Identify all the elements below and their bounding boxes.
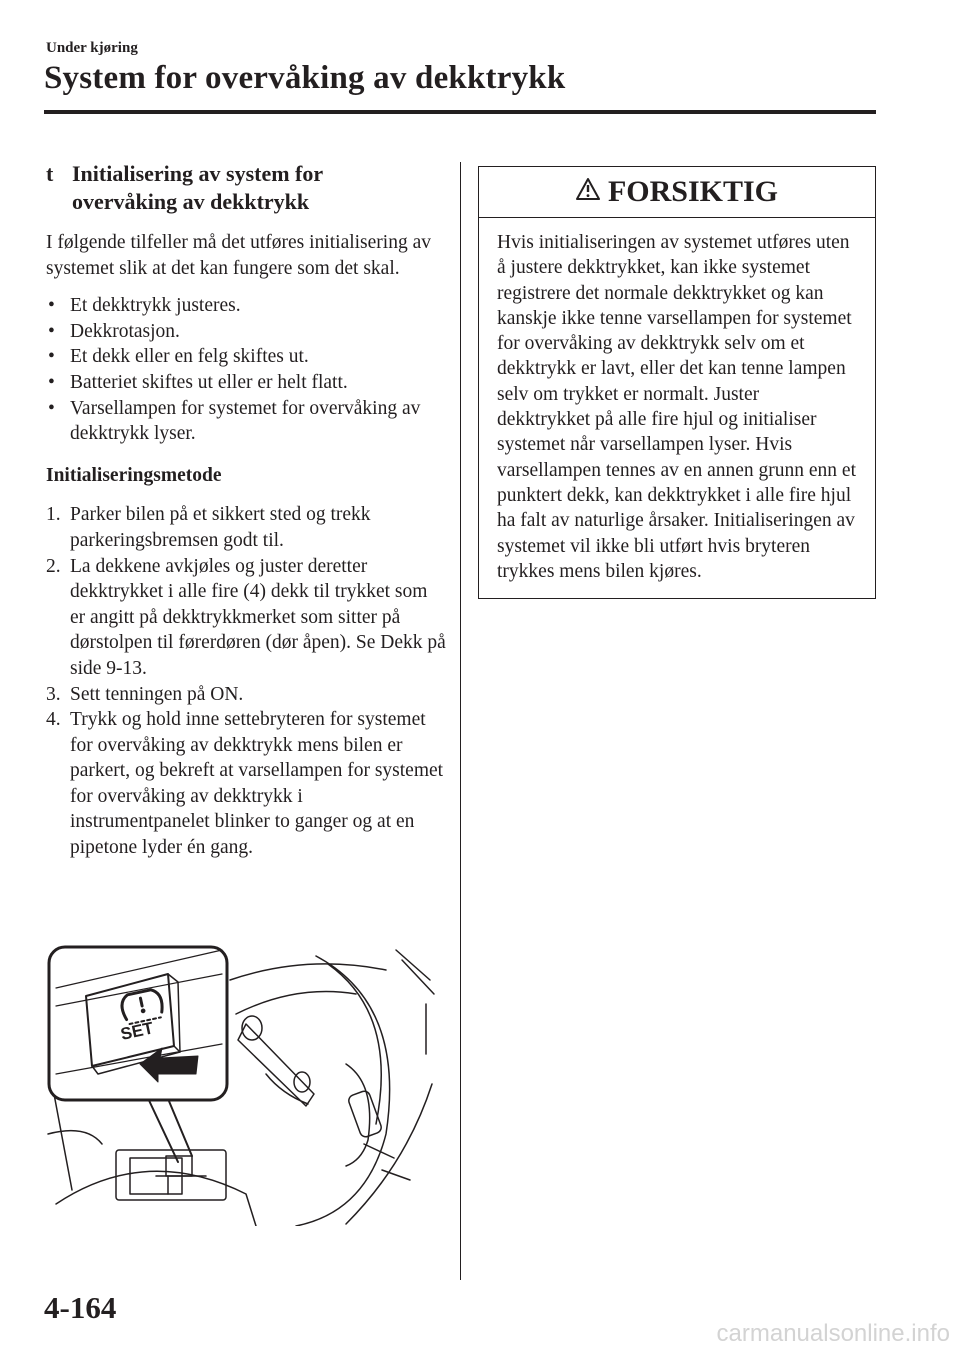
bullet-symbol: • (48, 397, 55, 419)
step-number: 4. (46, 709, 61, 731)
step-text: Sett tenningen på ON. (70, 683, 244, 705)
list-item-text: Dekkrotasjon. (70, 320, 180, 342)
list-item-text: Et dekktrykk justeres. (70, 295, 241, 317)
section-heading-line1: Initialisering av system for (72, 161, 324, 186)
list-item-text: Batteriet skiftes ut eller er helt flatt. (70, 371, 348, 393)
chapter-label: Under kjøring (46, 40, 138, 56)
intro-paragraph: I følgende tilfeller må det utføres initialisering av systemet slik at det kan fungere som det skal. (46, 232, 431, 279)
watermark: carmanualsonline.info (716, 1320, 950, 1347)
step-text: Parker bilen på et sikkert sted og trekk parkeringsbremsen godt til. (70, 504, 371, 551)
list-item (46, 396, 446, 447)
caution-text: Hvis initialiseringen av systemet utføres uten å justere dekktrykket, kan ikke systemet registrere det normale dekktrykket og kan kanskje ikke tenne varsellampen for systemet for overvåking av dekktrykk selv om et dekktrykk er lavt, eller det kan tenne lampen selv om trykket er normalt. Juster dekktrykket på alle fire hjul og initialiser systemet når varsellampen lyser. Hvis varsellampen tennes av en annen grunn enn et punktert dekk, kan dekktrykket i alle fire hjul ha falt av naturlige årsaker. Initialiseringen av systemet vil ikke bli utført hvis bryteren trykkes mens bilen kjøres. (497, 232, 856, 582)
page-number: 4-164 (44, 1290, 117, 1325)
step-number: 3. (46, 683, 61, 705)
condition-list (46, 293, 446, 447)
title-divider (44, 110, 876, 114)
bullet-symbol: • (48, 320, 55, 342)
list-item-text: Et dekk eller en felg skiftes ut. (70, 346, 309, 368)
step-item (46, 502, 446, 553)
left-column (46, 160, 446, 861)
section-heading (46, 160, 446, 216)
column-divider (460, 162, 461, 1280)
list-item (46, 344, 446, 370)
step-item (46, 707, 446, 861)
list-item (46, 319, 446, 345)
bullet-symbol: • (48, 371, 55, 393)
list-item-text: Varsellampen for systemet for overvåking av dekktrykk lyser. (70, 397, 421, 445)
bullet-symbol: • (48, 346, 55, 368)
section-heading-line2: overvåking av dekktrykk (72, 189, 310, 214)
step-list (46, 502, 446, 860)
caution-box (478, 166, 876, 599)
list-item (46, 293, 446, 319)
step-number: 2. (46, 555, 61, 577)
step-number: 1. (46, 504, 61, 526)
list-item (46, 370, 446, 396)
caution-header (479, 167, 875, 218)
method-heading: Initialiseringsmetode (46, 464, 222, 486)
caution-title: FORSIKTIG (607, 175, 779, 208)
bullet-symbol: • (48, 295, 55, 317)
dashboard-illustration (46, 944, 436, 1226)
step-item (46, 554, 446, 682)
step-text: La dekkene avkjøles og juster deretter dekktrykket i alle fire (4) dekk til trykket som er angitt på dekktrykkmerket som sitter på dørstolpen til førerdøren (dør åpen). Se Dekk på side 9-13. (70, 555, 446, 679)
page-title: System for overvåking av dekktrykk (44, 60, 566, 96)
section-marker: t (46, 161, 54, 186)
dashboard-illustration-svg (46, 944, 436, 1226)
set-button-label: SET (118, 1018, 156, 1044)
step-text: Trykk og hold inne settebryteren for systemet for overvåking av dekktrykk mens bilen er parkert, og bekreft at varsellampen for systemet for overvåking av dekktrykk i instrumentpanelet blinker to ganger og at en pipetone lyder én gang. (70, 709, 444, 859)
warning-triangle-icon (576, 175, 600, 209)
step-item (46, 682, 446, 708)
